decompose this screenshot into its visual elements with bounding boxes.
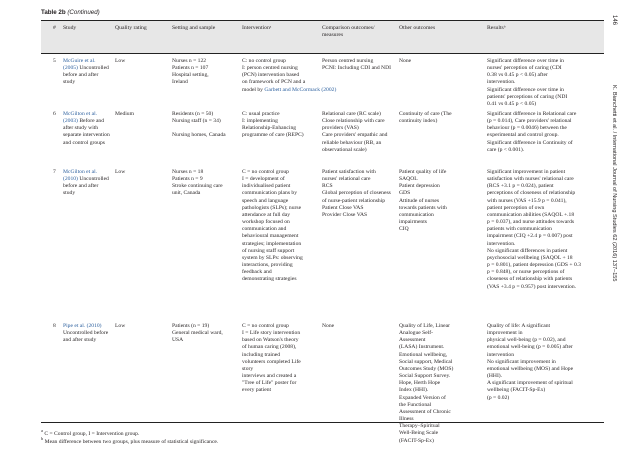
setting-cell: Patients (n = 19) General medical ward, USA: [172, 323, 223, 344]
intervention-cell: C: usual practice I: implementing Relationship-Enhancing programme of care (REPC): [242, 111, 304, 139]
other-cell: Quality of Life, Linear Analogue Self- Assessment (LASA) Instrument. Emotional wellbeing, Social support, Medical Outcomes Study (MOS) Social Support Survey. Hope, Herth Hope Index (HHI). Expanded Version of the Functional Assessment of Chronic Illness Therapy–Spiritual Well-Being Scale (FACIT-Sp-Ex): [399, 323, 454, 444]
page-number: 146: [611, 15, 617, 26]
row-number: 6: [53, 111, 56, 117]
row-number: 7: [53, 169, 56, 175]
intervention-text: C: no control group I: person centred nursing (PCN) intervention based on framework of PCN and a model by: [242, 58, 306, 93]
study-cell: [63, 323, 111, 344]
footnote-mark: b: [41, 436, 44, 441]
header-num: #: [53, 25, 56, 31]
study-design: Uncontrolled before and after study: [63, 330, 109, 344]
footnote-text: Mean difference between two groups, plus measure of statistical significance.: [44, 438, 219, 445]
study-design: Uncontrolled before and after study: [63, 176, 109, 197]
study-cell: [63, 111, 111, 147]
study-link[interactable]: McGilton et al. (2010): [63, 169, 98, 183]
setting-cell: Residents (n = 50) Nursing staff (n = 34) Nursing homes, Canada: [172, 111, 226, 139]
comparison-cell: Relational care (RC scale) Close relationship with care providers (VAS) Care providers' empathic and reliable behaviour (RB, an observational scale): [322, 111, 388, 153]
comparison-cell: Patient satisfaction with nurses' relational care RCS Global perception of closeness of nurse-patient relationship Patient Close VAS Provider Close VAS: [322, 169, 391, 218]
comparison-cell: Person centred nursing PCNI: Including CDI and NDI: [322, 58, 391, 72]
other-cell: Continuity of care (The continuity index): [399, 111, 452, 125]
study-cell: [63, 169, 111, 198]
study-cell: [63, 58, 111, 87]
footnote: [41, 435, 218, 446]
header-quality: Quality rating: [115, 25, 147, 31]
header-setting: Setting and sample: [172, 25, 216, 31]
study-link[interactable]: Pipe et al. (2010): [63, 323, 102, 329]
header-rule: [41, 53, 604, 54]
study-design: Before and after study with separate intervention and control groups: [63, 118, 110, 146]
comparison-cell: None: [322, 323, 335, 329]
quality-cell: Medium: [115, 111, 134, 117]
table-continued: (Continued): [67, 9, 100, 16]
row-number: 5: [53, 58, 56, 64]
side-margin: [609, 15, 629, 455]
study-link[interactable]: McGuire et al. (2005): [63, 58, 96, 72]
row-number: 8: [53, 323, 56, 329]
other-cell: None: [399, 58, 412, 64]
results-cell: Quality of life: A significant improvement in physical well-being (p = 0.02), and emotional well-being (p = 0.005) after intervention No significant improvement in emotional wellbeing (MOS) and Hope (HHI). A significant improvement of spiritual wellbeing (FACIT-Sp-Ex) (p = 0.02): [487, 323, 574, 401]
quality-cell: Low: [115, 169, 126, 175]
study-design: Uncontrolled before and after study: [63, 65, 109, 86]
header-intervention: Interventionᵃ: [242, 25, 272, 31]
footnote-mark: a: [41, 428, 43, 433]
footnote-text: C = Control group, I = Intervention group.: [44, 430, 140, 437]
study-link[interactable]: McGilton et al. (2003): [63, 111, 98, 125]
intervention-cell: C = no control group I = development of individualised patient communication plans by speech and language pathologists (SLPs); nurse attendance at full day workshop focused on communication and behavioural management strategies; implementation of nursing staff support system by SLPs: observing interactions, providing feedback and demonstrating strategies: [242, 169, 303, 283]
intervention-link[interactable]: Garbett and McCormack (2002): [264, 86, 337, 93]
header-study: Study: [63, 25, 77, 31]
results-cell: Significant difference over time in nurses' perception of caring (CDI 0.38 vs 0.45 p < 0.05) after intervention. Significant difference over time in patients' perceptions of caring (NDI 0.41 vs 0.45 p < 0.05): [487, 58, 568, 107]
other-cell: Patient quality of life SAQOL Patient depression GDS Attitude of nurses towards patients with communication impairments CIQ: [399, 169, 447, 233]
table-title: [41, 9, 100, 16]
header-results: Resultsᵇ: [487, 25, 506, 31]
quality-cell: Low: [115, 58, 126, 64]
header-other: Other outcomes: [399, 25, 436, 31]
results-cell: Significant improvement in patient satisfaction with nurses' relational care (RCS +3.1 p = 0.024), patient perceptions of closeness of relationship with nurses (VAS +15.9 p = 0.041), patient perception of own communication abilities (SAQOL +.18 p = 0.037), and nurse attitudes towards patients with communication impairment (CIQ +2.4 p = 0.007) post intervention. No significant differences in patient psychosocial wellbeing (SAQOL + 18 p = 0.801), patient depression (GDS + 0.3 p = 0.848), or nurse perceptions of closeness of relationship with patients (VAS +3.4 p = 0.957) post intervention.: [487, 169, 581, 290]
journal-citation: K. Bianchetti et al. / International Journal of Nursing Studies 62 (2016) 137–155: [611, 85, 617, 282]
setting-cell: Nurses n = 18 Patients n = 9 Stroke continuing care unit, Canada: [172, 169, 223, 197]
setting-cell: Nurses n = 122 Patients n = 107 Hospital setting, Ireland: [172, 58, 209, 86]
intervention-cell: C = no control group I = Life story intervention based on Watson's theory of human caring (2008), including trained volunteers completed Life story interviews and created a "Tree of Life" poster for every patient: [242, 323, 301, 394]
quality-cell: Low: [115, 323, 126, 329]
header-comparison: Comparison outcomes/ measures: [322, 25, 375, 39]
table-bottom-rule: [41, 422, 604, 423]
results-cell: Significant difference in Relational care (p = 0.014), Care providers' relational behaviour (p = 0.0046) between the experimental and control group. Significant difference in Continuity of care (p < 0.001).: [487, 111, 577, 153]
table-label: Table 2b: [41, 9, 66, 16]
